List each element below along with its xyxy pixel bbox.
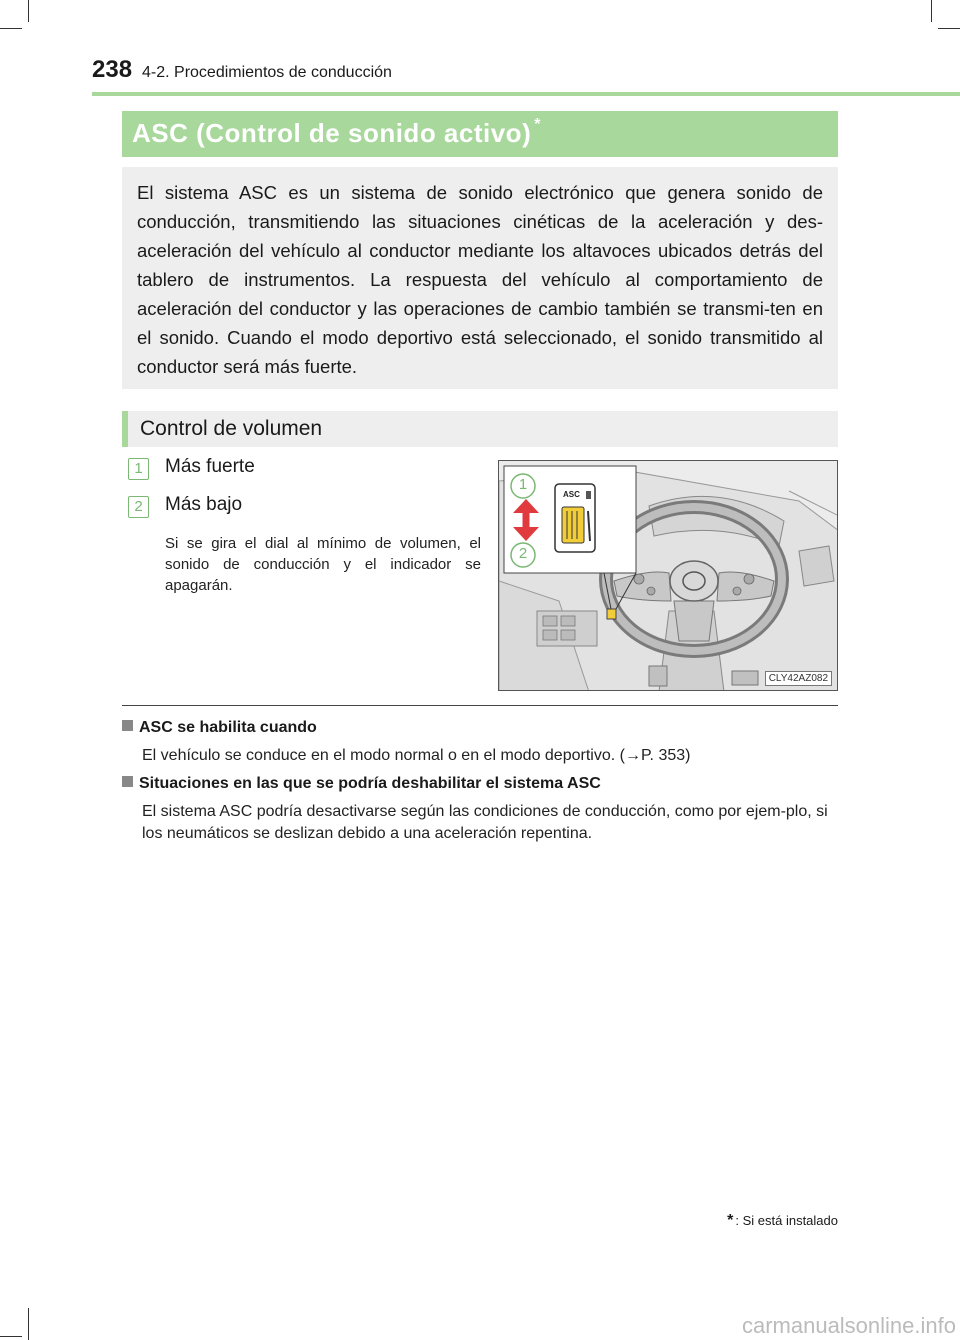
intro-text: El sistema ASC es un sistema de sonido electrónico que genera sonido de conducción, transmitiendo las situaciones cinéticas de la aceleración y des-aceleración del vehículo al conductor mediante los altavoces ubicados detrás del tablero de instrumentos. La respuesta del vehículo al comportamiento de aceleración del conductor y las operaciones de cambio también se transmi-ten en el sonido. Cuando el modo deportivo está seleccionado, el sonido transmitido al conductor será más fuerte. [137,182,823,377]
crop-mark [0,1336,22,1337]
crop-mark [28,0,29,22]
footnote [727,1212,838,1230]
page-number: 238 [92,56,133,83]
number-badge: 1 [128,458,149,480]
note-text: El vehículo se conduce en el modo normal o en el modo deportivo. (→P. 353) [142,747,691,764]
crop-mark [28,1308,29,1340]
item-label: Más fuerte [165,456,255,477]
footnote-marker: * [727,1212,734,1229]
note-heading: ASC se habilita cuando [122,719,317,737]
note-heading: Situaciones en las que se podría deshabilitar el sistema ASC [122,775,601,793]
crop-mark [931,0,932,22]
volume-note: Si se gira el dial al mínimo de volumen, el sonido de conducción y el indicador se apagarán. [165,535,481,594]
subtitle-bar [122,411,838,447]
item-label: Más bajo [165,494,243,515]
footnote-text: : Si está instalado [735,1213,838,1228]
switch-asc-label: ASC [563,490,580,499]
number-badge: 2 [128,496,149,518]
crop-mark [0,28,22,29]
title-bar [122,111,838,157]
subtitle-accent [122,411,128,447]
intro-box [122,167,838,389]
section-title-text: ASC (Control de sonido activo) [132,118,532,148]
header-rule [92,92,960,96]
note-text: El sistema ASC podría desactivarse según las condiciones de conducción, como por ejem-plo, si los neumáticos se deslizan debido a una aceleración repentina. [142,803,828,842]
crop-mark [938,28,960,29]
callout-number-1: 1 [518,476,528,493]
dashboard-illustration [498,460,838,691]
section-divider [122,705,838,706]
callout-number-2: 2 [518,545,528,562]
steering-wheel-drawing [499,461,838,691]
subtitle-text: Control de volumen [140,417,323,440]
illustration-code: CLY42AZ082 [765,671,832,686]
square-bullet-icon [122,720,133,731]
section-path: 4-2. Procedimientos de conducción [142,64,392,81]
section-title [132,118,541,149]
title-footnote-marker: * [534,116,541,133]
square-bullet-icon [122,776,133,787]
watermark: carmanualsonline.info [741,1313,956,1338]
